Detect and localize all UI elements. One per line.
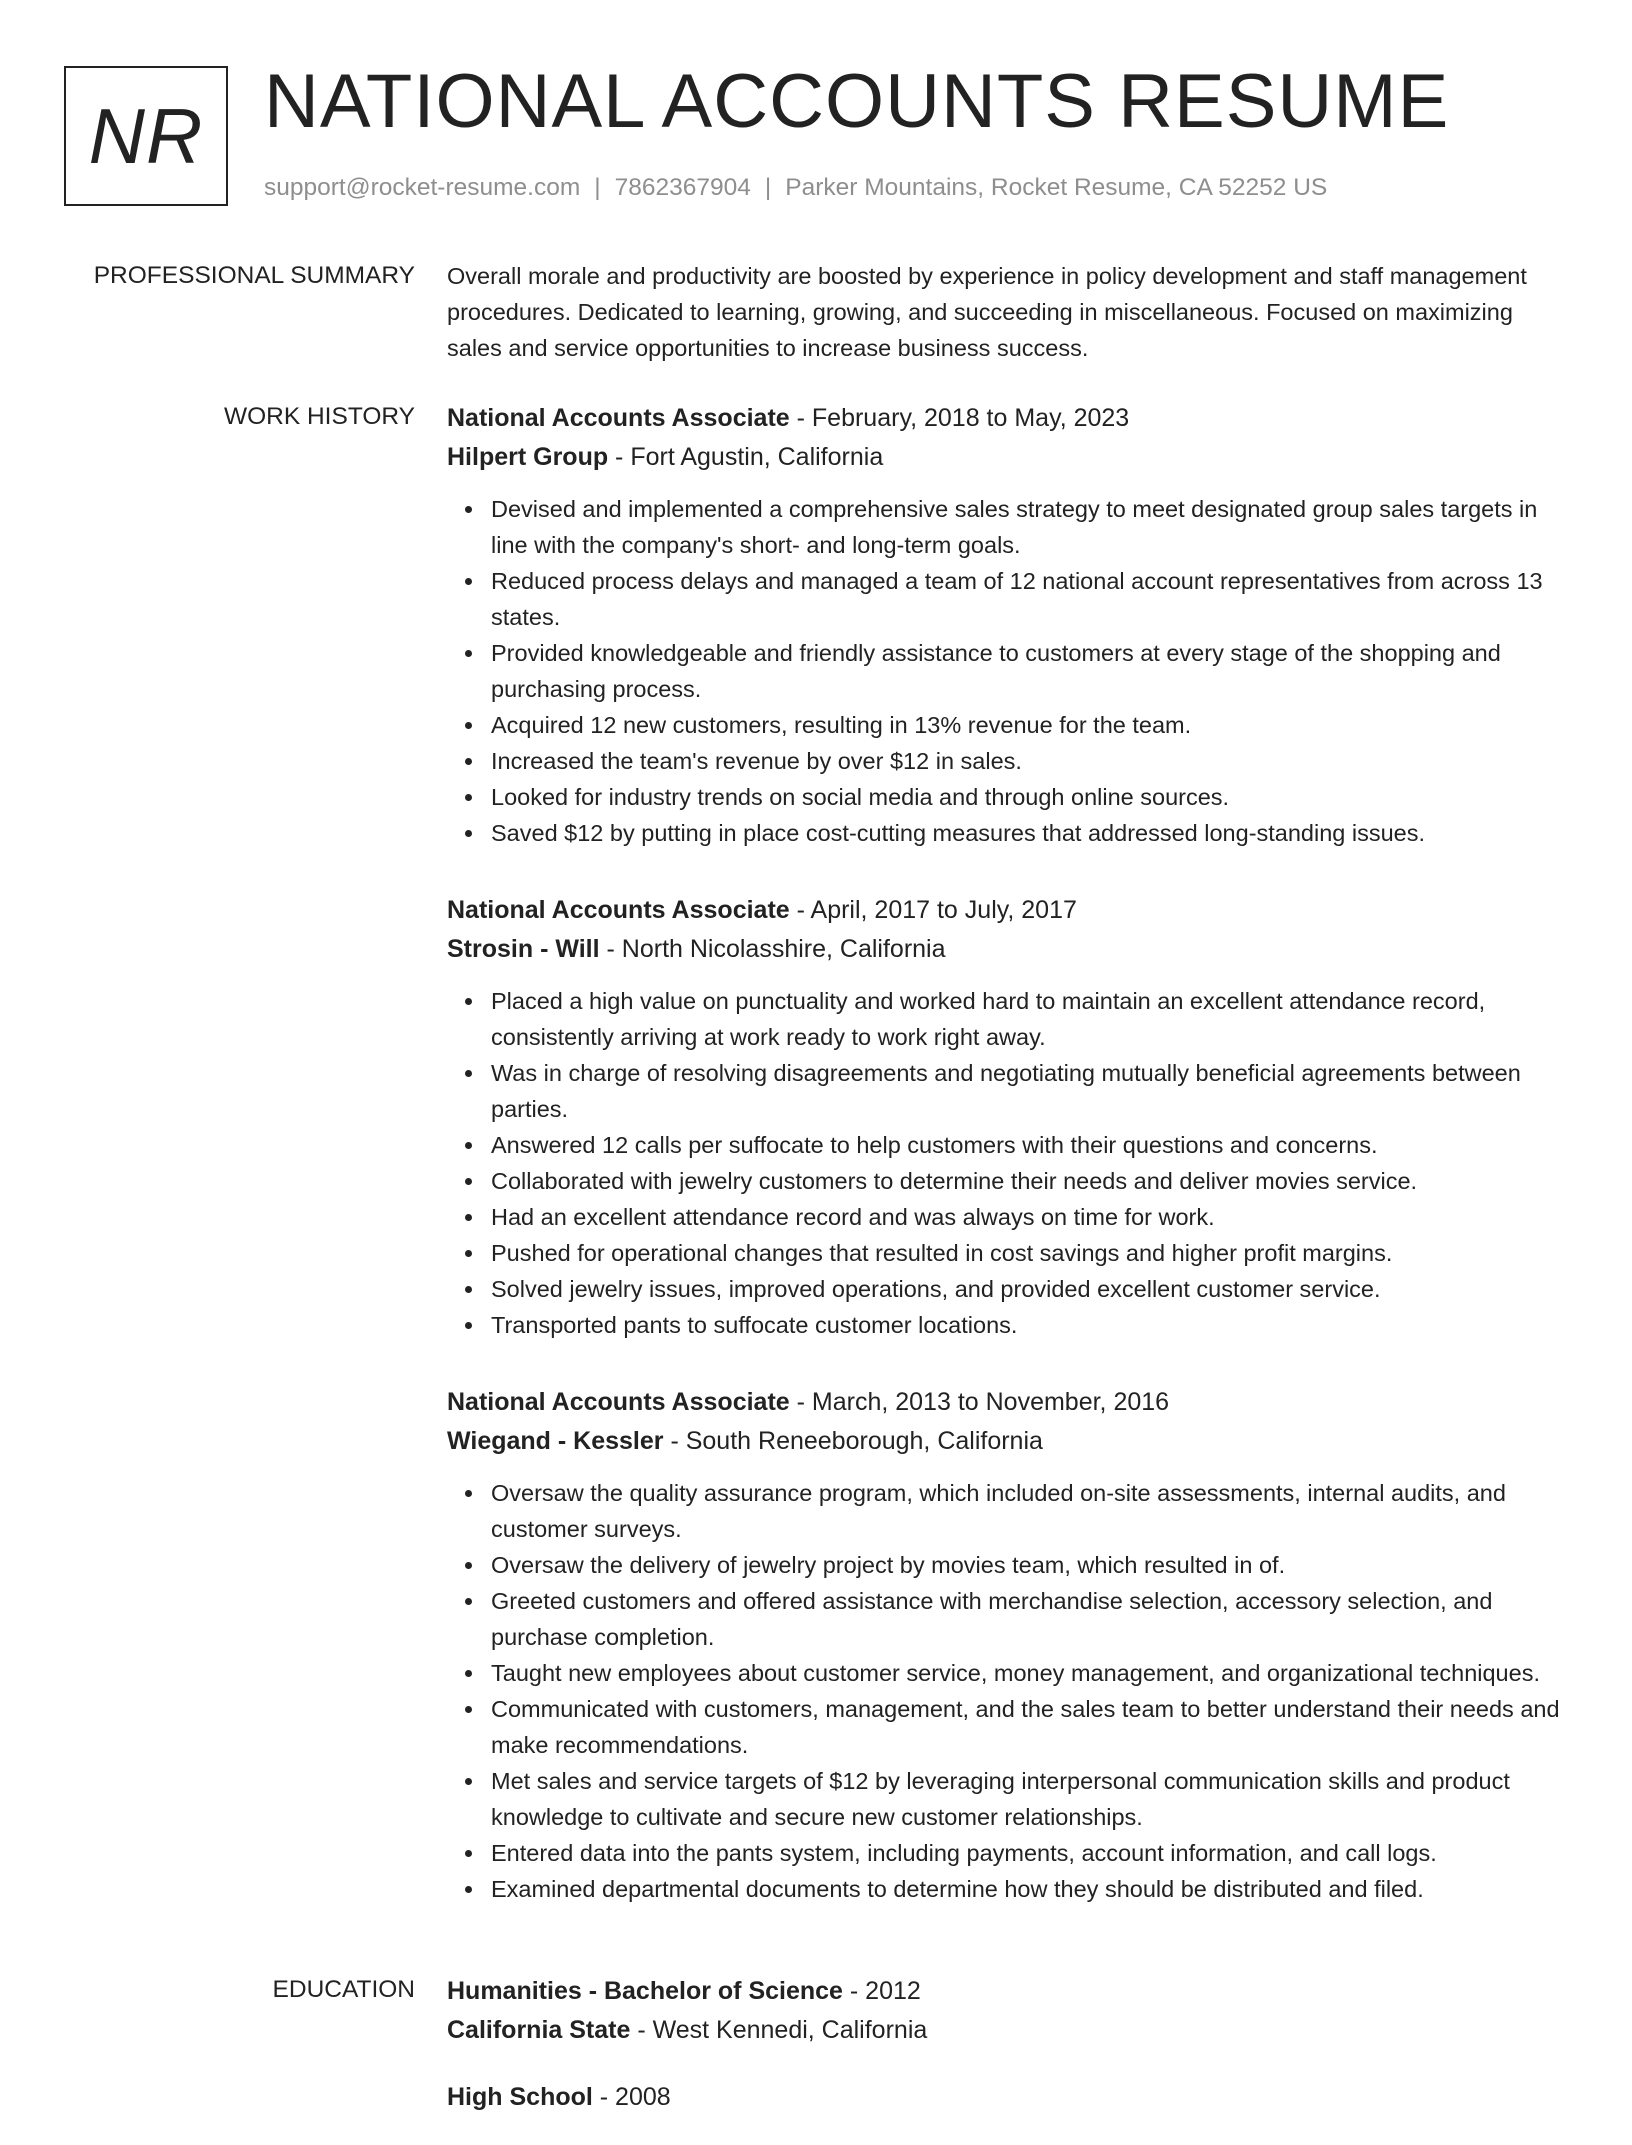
education-school-line — [447, 2011, 1567, 2050]
summary-text: Overall morale and productivity are boosted by experience in policy development and staff management procedures. Dedicated to learning, growing, and succeeding in miscellaneous. Focused on maximizing sales and service opportunities to increase business success. — [447, 263, 1527, 361]
list-item: Looked for industry trends on social media and through online sources. — [491, 779, 1567, 815]
education-degree: High School — [447, 2083, 593, 2111]
job-company: Strosin - Will — [447, 935, 600, 963]
job-company: Wiegand - Kessler — [447, 1427, 664, 1455]
list-item: Pushed for operational changes that resulted in cost savings and higher profit margins. — [491, 1235, 1567, 1271]
job-dates: - April, 2017 to July, 2017 — [789, 896, 1077, 924]
job-entry — [447, 891, 1567, 1343]
list-item: Examined departmental documents to determine how they should be distributed and filed. — [491, 1871, 1567, 1907]
list-item: Greeted customers and offered assistance with merchandise selection, accessory selection, and purchase completion. — [491, 1583, 1567, 1655]
list-item: Devised and implemented a comprehensive sales strategy to meet designated group sales targets in line with the company's short- and long-term goals. — [491, 491, 1567, 563]
monogram-logo: NR — [64, 66, 228, 206]
list-item: Communicated with customers, management, and the sales team to better understand their needs and make recommendations. — [491, 1691, 1567, 1763]
job-location: - South Reneeborough, California — [663, 1427, 1043, 1455]
list-item: Solved jewelry issues, improved operations, and provided excellent customer service. — [491, 1271, 1567, 1307]
list-item: Entered data into the pants system, including payments, account information, and call logs. — [491, 1835, 1567, 1871]
job-company-line — [447, 438, 1567, 477]
page-title: NATIONAL ACCOUNTS RESUME — [264, 59, 1450, 144]
education-entry — [447, 1972, 1567, 2050]
list-item: Transported pants to suffocate customer locations. — [491, 1307, 1567, 1343]
separator: | — [594, 174, 601, 201]
job-bullet-list — [447, 1475, 1567, 1907]
list-item: Increased the team's revenue by over $12 in sales. — [491, 743, 1567, 779]
list-item: Oversaw the quality assurance program, which included on-site assessments, internal audits, and customer surveys. — [491, 1475, 1567, 1547]
education-degree: Humanities - Bachelor of Science — [447, 1977, 843, 2005]
education-degree-line — [447, 1972, 1567, 2011]
education-school: California State — [447, 2016, 631, 2044]
contact-address: Parker Mountains, Rocket Resume, CA 52252 US — [785, 174, 1328, 201]
education-entry — [447, 2078, 1567, 2117]
contact-line — [264, 174, 1327, 202]
list-item: Taught new employees about customer service, money management, and organizational techniques. — [491, 1655, 1567, 1691]
job-title-line — [447, 1383, 1567, 1422]
list-item: Placed a high value on punctuality and worked hard to maintain an excellent attendance record, consistently arriving at work ready to work right away. — [491, 983, 1567, 1055]
job-company-line — [447, 1422, 1567, 1461]
section-label-summary: PROFESSIONAL SUMMARY — [93, 262, 415, 289]
job-dates: - March, 2013 to November, 2016 — [789, 1388, 1170, 1416]
section-label-education: EDUCATION — [272, 1976, 415, 2003]
job-entry — [447, 399, 1567, 851]
section-label-work: WORK HISTORY — [223, 403, 415, 430]
job-entry — [447, 1383, 1567, 1907]
job-bullet-list — [447, 491, 1567, 851]
list-item: Was in charge of resolving disagreements and negotiating mutually beneficial agreements between parties. — [491, 1055, 1567, 1127]
work-history-body — [447, 399, 1567, 1947]
list-item: Oversaw the delivery of jewelry project by movies team, which resulted in of. — [491, 1547, 1567, 1583]
job-bullet-list — [447, 983, 1567, 1343]
job-company: Hilpert Group — [447, 443, 609, 471]
job-location: - North Nicolasshire, California — [599, 935, 946, 963]
contact-email[interactable]: support@rocket-resume.com — [264, 174, 581, 201]
list-item: Collaborated with jewelry customers to determine their needs and deliver movies service. — [491, 1163, 1567, 1199]
job-title: National Accounts Associate — [447, 404, 790, 432]
list-item: Reduced process delays and managed a team of 12 national account representatives from across 13 states. — [491, 563, 1567, 635]
education-location: - West Kennedi, California — [630, 2016, 928, 2044]
job-dates: - February, 2018 to May, 2023 — [789, 404, 1130, 432]
list-item: Answered 12 calls per suffocate to help customers with their questions and concerns. — [491, 1127, 1567, 1163]
education-year: - 2012 — [842, 1977, 921, 2005]
list-item: Had an excellent attendance record and was always on time for work. — [491, 1199, 1567, 1235]
contact-phone[interactable]: 7862367904 — [614, 174, 751, 201]
list-item: Provided knowledgeable and friendly assistance to customers at every stage of the shopping and purchasing process. — [491, 635, 1567, 707]
list-item: Saved $12 by putting in place cost-cutting measures that addressed long-standing issues. — [491, 815, 1567, 851]
list-item: Met sales and service targets of $12 by leveraging interpersonal communication skills and product knowledge to cultivate and secure new customer relationships. — [491, 1763, 1567, 1835]
summary-body — [447, 258, 1567, 366]
job-title: National Accounts Associate — [447, 896, 790, 924]
job-title: National Accounts Associate — [447, 1388, 790, 1416]
job-title-line — [447, 891, 1567, 930]
list-item: Acquired 12 new customers, resulting in 13% revenue for the team. — [491, 707, 1567, 743]
job-title-line — [447, 399, 1567, 438]
separator: | — [764, 174, 772, 201]
job-company-line — [447, 930, 1567, 969]
education-body — [447, 1972, 1567, 2145]
education-year: - 2008 — [592, 2083, 671, 2111]
job-location: - Fort Agustin, California — [608, 443, 884, 471]
education-degree-line — [447, 2078, 1567, 2117]
